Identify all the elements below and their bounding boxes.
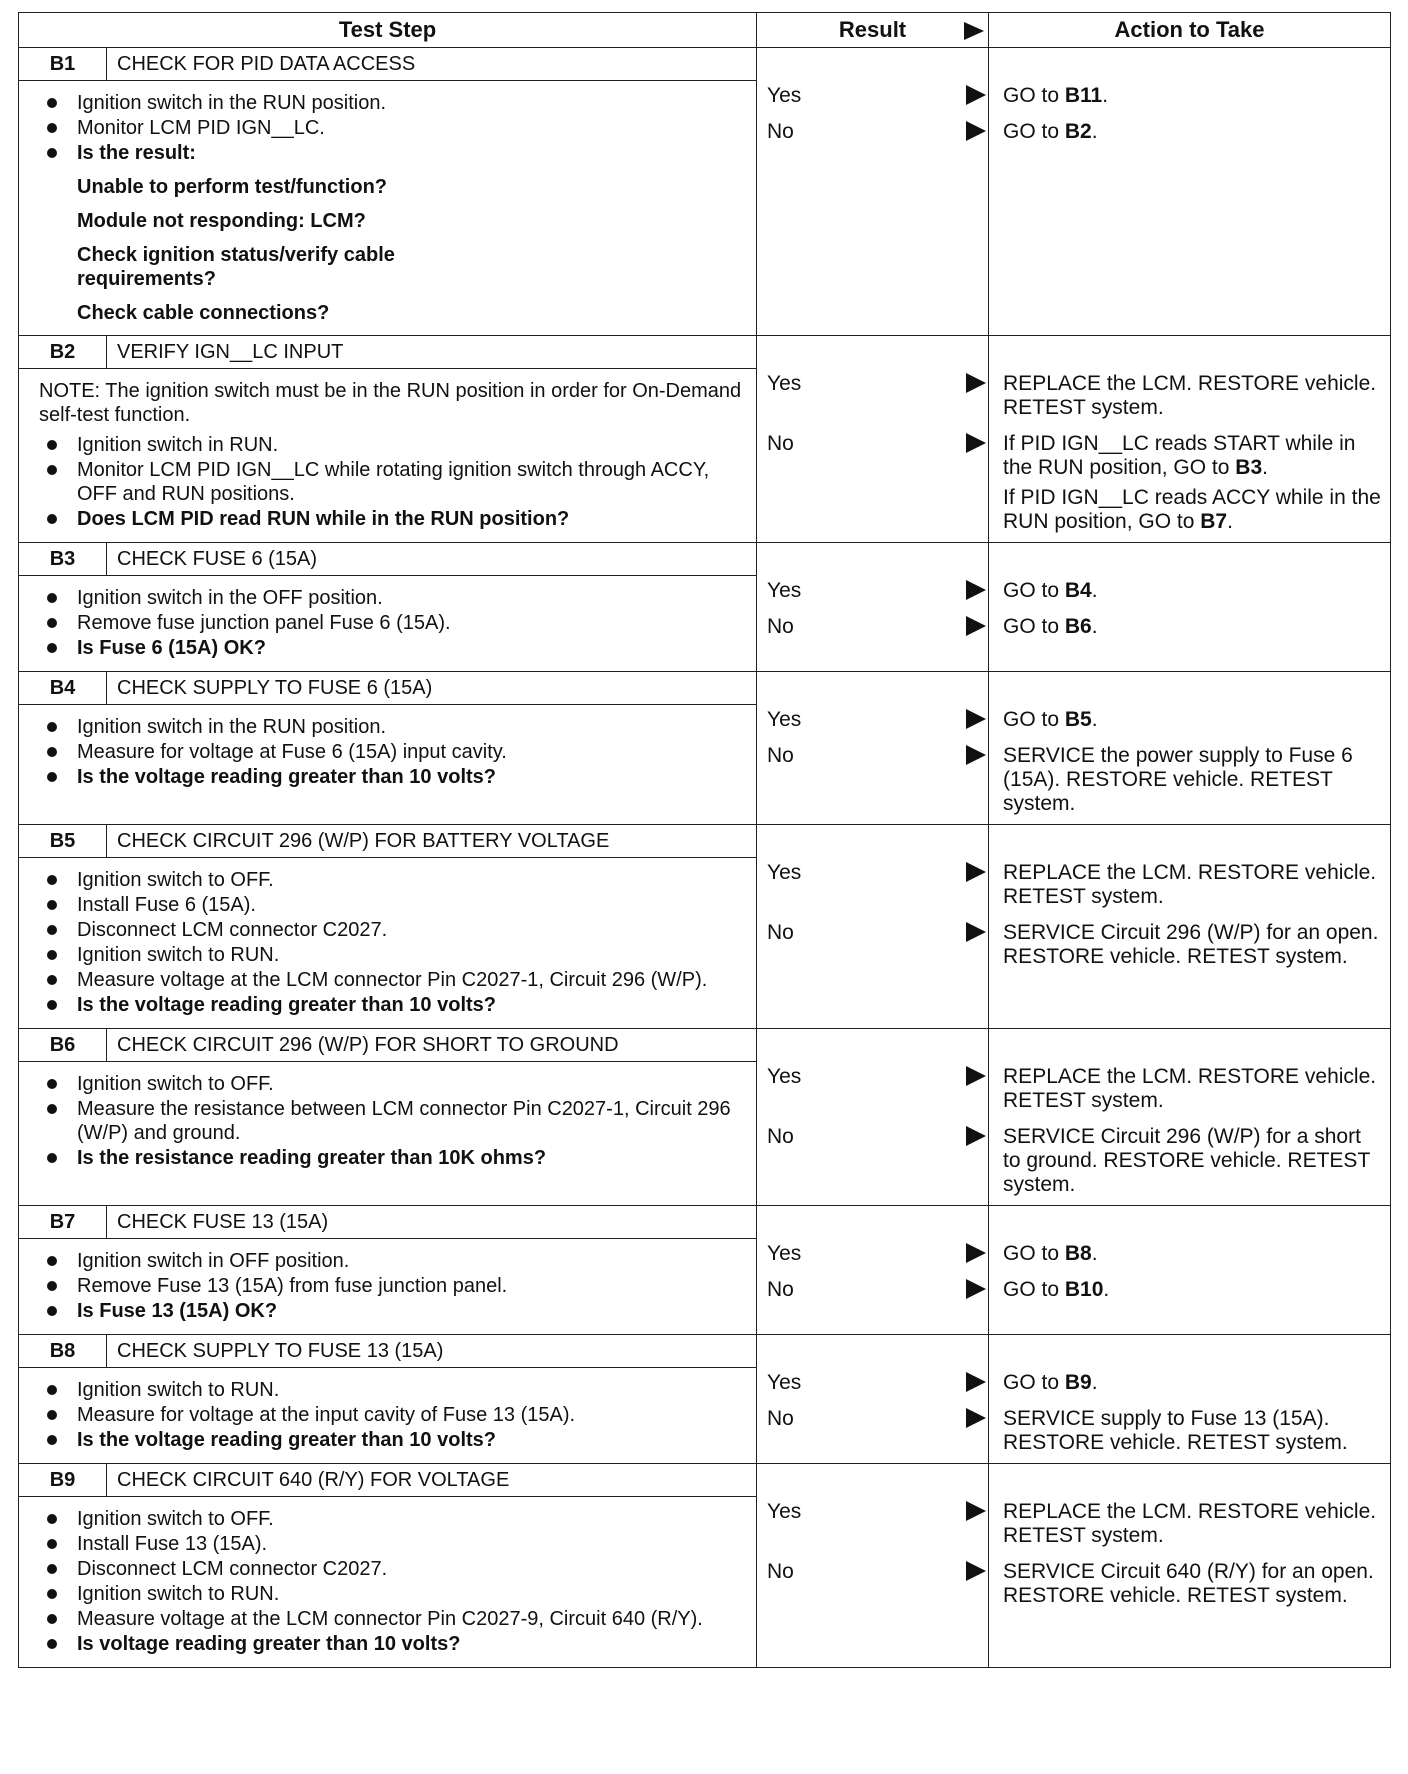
action-no: SERVICE Circuit 296 (W/P) for an open. RESTORE vehicle. RETEST system. xyxy=(1003,921,1379,968)
arrow-right-icon xyxy=(966,862,986,882)
step-title: CHECK SUPPLY TO FUSE 13 (15A) xyxy=(107,1335,757,1368)
step-body xyxy=(19,369,757,543)
bullet-question: Is the voltage reading greater than 10 volts? xyxy=(39,1428,748,1452)
result-yes: Yes xyxy=(757,708,988,732)
action-yes: GO to B8. xyxy=(1003,1242,1098,1265)
bullet-item: Ignition switch in the RUN position. xyxy=(39,91,748,115)
action-yes: GO to B9. xyxy=(1003,1371,1098,1394)
bullet-item: Ignition switch to OFF. xyxy=(39,868,748,892)
table-header-row xyxy=(19,13,1391,48)
step-B3 xyxy=(19,543,1391,672)
step-B9 xyxy=(19,1464,1391,1668)
step-id: B8 xyxy=(19,1335,107,1368)
arrow-right-icon xyxy=(966,121,986,141)
bullet-item: Ignition switch in OFF position. xyxy=(39,1249,748,1273)
arrow-right-icon xyxy=(966,85,986,105)
result-option: Check ignition status/verify cable requirements? xyxy=(77,244,395,290)
arrow-right-icon xyxy=(966,1126,986,1146)
step-body xyxy=(19,1062,757,1206)
arrow-right-icon xyxy=(966,709,986,729)
action-cell xyxy=(989,48,1391,336)
action-cell xyxy=(989,1464,1391,1668)
result-option: Module not responding: LCM? xyxy=(77,210,366,232)
bullet-item: Ignition switch to OFF. xyxy=(39,1072,748,1096)
result-yes: Yes xyxy=(757,579,988,603)
bullet-question: Is the result: xyxy=(39,141,748,165)
step-note: NOTE: The ignition switch must be in the RUN position in order for On-Demand self-test function. xyxy=(39,380,742,426)
step-B2 xyxy=(19,336,1391,543)
header-action: Action to Take xyxy=(989,13,1391,48)
step-title: CHECK CIRCUIT 640 (R/Y) FOR VOLTAGE xyxy=(107,1464,757,1497)
action-cell xyxy=(989,336,1391,543)
result-cell xyxy=(757,1335,989,1464)
arrow-right-icon xyxy=(966,1408,986,1428)
result-no: No xyxy=(757,432,988,456)
action-no: SERVICE Circuit 640 (R/Y) for an open. RESTORE vehicle. RETEST system. xyxy=(1003,1560,1374,1607)
bullet-item: Ignition switch to RUN. xyxy=(39,1582,748,1606)
action-yes: REPLACE the LCM. RESTORE vehicle. RETEST system. xyxy=(1003,372,1377,419)
result-cell xyxy=(757,672,989,825)
result-no: No xyxy=(757,615,988,639)
header-test-step: Test Step xyxy=(19,13,757,48)
step-body xyxy=(19,81,757,336)
arrow-right-icon xyxy=(966,616,986,636)
bullet-item: Remove fuse junction panel Fuse 6 (15A). xyxy=(39,611,748,635)
action-cell xyxy=(989,1029,1391,1206)
action-no-start: If PID IGN__LC reads START while in the RUN position, GO to B3. xyxy=(1003,432,1356,479)
arrow-right-icon xyxy=(966,580,986,600)
arrow-right-icon xyxy=(966,1501,986,1521)
action-yes: GO to B11. xyxy=(1003,84,1109,107)
arrow-right-icon xyxy=(966,745,986,765)
arrow-right-icon xyxy=(966,1243,986,1263)
step-id: B4 xyxy=(19,672,107,705)
bullet-item: Monitor LCM PID IGN__LC while rotating ignition switch through ACCY, OFF and RUN positions. xyxy=(39,458,748,506)
bullet-question: Is the voltage reading greater than 10 volts? xyxy=(39,765,748,789)
bullet-item: Disconnect LCM connector C2027. xyxy=(39,1557,748,1581)
result-yes: Yes xyxy=(757,1500,988,1524)
result-yes: Yes xyxy=(757,1065,988,1089)
bullet-question: Is voltage reading greater than 10 volts? xyxy=(39,1632,748,1656)
bullet-item: Ignition switch in the RUN position. xyxy=(39,715,748,739)
bullet-question: Is the voltage reading greater than 10 volts? xyxy=(39,993,748,1017)
result-cell xyxy=(757,1029,989,1206)
step-title: CHECK FOR PID DATA ACCESS xyxy=(107,48,757,81)
result-yes: Yes xyxy=(757,372,988,396)
action-yes: REPLACE the LCM. RESTORE vehicle. RETEST system. xyxy=(1003,1500,1377,1547)
result-cell xyxy=(757,543,989,672)
action-no-accy: If PID IGN__LC reads ACCY while in the RUN position, GO to B7. xyxy=(1003,486,1381,533)
arrow-right-icon xyxy=(966,1561,986,1581)
step-title: CHECK CIRCUIT 296 (W/P) FOR BATTERY VOLTAGE xyxy=(107,825,757,858)
result-cell xyxy=(757,825,989,1029)
result-no: No xyxy=(757,1407,988,1431)
bullet-question: Is Fuse 13 (15A) OK? xyxy=(39,1299,748,1323)
result-no: No xyxy=(757,744,988,768)
bullet-item: Ignition switch in RUN. xyxy=(39,433,748,457)
step-title: CHECK CIRCUIT 296 (W/P) FOR SHORT TO GROUND xyxy=(107,1029,757,1062)
action-cell xyxy=(989,1335,1391,1464)
bullet-item: Monitor LCM PID IGN__LC. xyxy=(39,116,748,140)
bullet-item: Ignition switch in the OFF position. xyxy=(39,586,748,610)
result-yes: Yes xyxy=(757,84,988,108)
arrow-right-icon xyxy=(966,922,986,942)
action-cell xyxy=(989,543,1391,672)
action-cell xyxy=(989,825,1391,1029)
result-no: No xyxy=(757,1560,988,1584)
result-cell xyxy=(757,48,989,336)
action-no: GO to B10. xyxy=(1003,1278,1110,1301)
step-body xyxy=(19,576,757,672)
diagnostic-table-page xyxy=(18,12,1390,1668)
step-body xyxy=(19,1497,757,1668)
arrow-right-icon xyxy=(966,373,986,393)
step-title: CHECK SUPPLY TO FUSE 6 (15A) xyxy=(107,672,757,705)
arrow-right-icon xyxy=(964,22,984,40)
result-cell xyxy=(757,336,989,543)
bullet-item: Measure for voltage at Fuse 6 (15A) input cavity. xyxy=(39,740,748,764)
bullet-question: Does LCM PID read RUN while in the RUN position? xyxy=(39,507,748,531)
bullet-item: Install Fuse 13 (15A). xyxy=(39,1532,748,1556)
step-B5 xyxy=(19,825,1391,1029)
step-id: B1 xyxy=(19,48,107,81)
result-yes: Yes xyxy=(757,1371,988,1395)
bullet-question: Is Fuse 6 (15A) OK? xyxy=(39,636,748,660)
result-yes: Yes xyxy=(757,1242,988,1266)
bullet-item: Measure voltage at the LCM connector Pin C2027-9, Circuit 640 (R/Y). xyxy=(39,1607,748,1631)
step-B7 xyxy=(19,1206,1391,1335)
diagnostic-table xyxy=(18,12,1391,1668)
bullet-item: Measure for voltage at the input cavity of Fuse 13 (15A). xyxy=(39,1403,748,1427)
arrow-right-icon xyxy=(966,433,986,453)
arrow-right-icon xyxy=(966,1372,986,1392)
bullet-item: Install Fuse 6 (15A). xyxy=(39,893,748,917)
action-yes: REPLACE the LCM. RESTORE vehicle. RETEST system. xyxy=(1003,861,1377,908)
bullet-item: Measure the resistance between LCM connector Pin C2027-1, Circuit 296 (W/P) and ground. xyxy=(39,1097,748,1145)
action-no: GO to B2. xyxy=(1003,120,1098,143)
result-cell xyxy=(757,1206,989,1335)
action-cell xyxy=(989,1206,1391,1335)
arrow-right-icon xyxy=(966,1066,986,1086)
result-option: Check cable connections? xyxy=(77,302,330,324)
action-no: GO to B6. xyxy=(1003,615,1098,638)
step-B4 xyxy=(19,672,1391,825)
step-body xyxy=(19,1368,757,1464)
step-body xyxy=(19,1239,757,1335)
step-B8 xyxy=(19,1335,1391,1464)
action-no: SERVICE the power supply to Fuse 6 (15A). RESTORE vehicle. RETEST system. xyxy=(1003,744,1353,815)
action-yes: REPLACE the LCM. RESTORE vehicle. RETEST system. xyxy=(1003,1065,1377,1112)
step-title: CHECK FUSE 6 (15A) xyxy=(107,543,757,576)
step-id: B7 xyxy=(19,1206,107,1239)
action-no: SERVICE supply to Fuse 13 (15A). RESTORE vehicle. RETEST system. xyxy=(1003,1407,1348,1454)
step-body xyxy=(19,705,757,825)
step-title: VERIFY IGN__LC INPUT xyxy=(107,336,757,369)
step-title: CHECK FUSE 13 (15A) xyxy=(107,1206,757,1239)
arrow-right-icon xyxy=(966,1279,986,1299)
result-cell xyxy=(757,1464,989,1668)
step-B1 xyxy=(19,48,1391,336)
bullet-item: Disconnect LCM connector C2027. xyxy=(39,918,748,942)
result-no: No xyxy=(757,120,988,144)
action-cell xyxy=(989,672,1391,825)
result-no: No xyxy=(757,1125,988,1149)
bullet-item: Ignition switch to RUN. xyxy=(39,1378,748,1402)
bullet-item: Remove Fuse 13 (15A) from fuse junction panel. xyxy=(39,1274,748,1298)
step-id: B9 xyxy=(19,1464,107,1497)
result-no: No xyxy=(757,1278,988,1302)
header-result xyxy=(757,13,989,48)
step-id: B5 xyxy=(19,825,107,858)
result-no: No xyxy=(757,921,988,945)
result-yes: Yes xyxy=(757,861,988,885)
bullet-item: Measure voltage at the LCM connector Pin C2027-1, Circuit 296 (W/P). xyxy=(39,968,748,992)
step-id: B3 xyxy=(19,543,107,576)
bullet-question: Is the resistance reading greater than 10K ohms? xyxy=(39,1146,748,1170)
bullet-item: Ignition switch to RUN. xyxy=(39,943,748,967)
step-id: B6 xyxy=(19,1029,107,1062)
action-yes: GO to B5. xyxy=(1003,708,1098,731)
action-no: SERVICE Circuit 296 (W/P) for a short to ground. RESTORE vehicle. RETEST system. xyxy=(1003,1125,1370,1196)
action-yes: GO to B4. xyxy=(1003,579,1098,602)
step-body xyxy=(19,858,757,1029)
header-result-label: Result xyxy=(838,17,907,42)
step-B6 xyxy=(19,1029,1391,1206)
step-id: B2 xyxy=(19,336,107,369)
bullet-item: Ignition switch to OFF. xyxy=(39,1507,748,1531)
result-option: Unable to perform test/function? xyxy=(77,176,387,198)
